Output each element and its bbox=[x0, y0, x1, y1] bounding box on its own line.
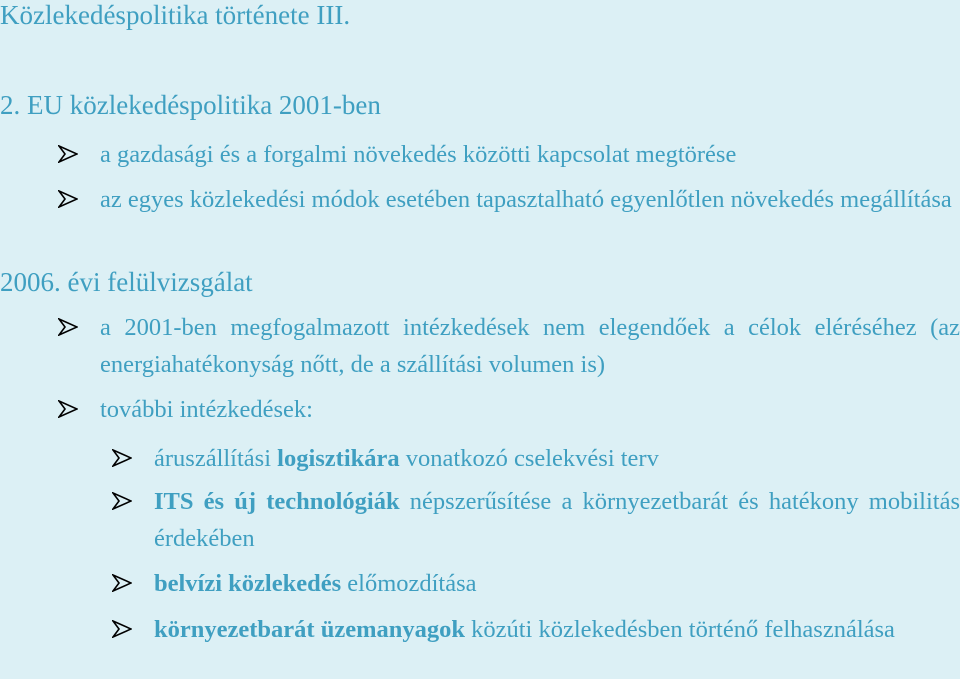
emphasis: logisztikára bbox=[277, 445, 400, 472]
bullet-item bbox=[58, 309, 960, 383]
sub-bullet-item bbox=[112, 611, 960, 648]
slide-title: Közlekedéspolitika története III. bbox=[0, 0, 351, 30]
bullet-item bbox=[58, 391, 960, 428]
arrowhead-bullet-icon bbox=[58, 136, 82, 173]
section-heading-2006-review: 2006. évi felülvizsgálat bbox=[0, 267, 253, 297]
bullet-text: a 2001-ben megfogalmazott intézkedések nem elegendőek a célok eléréséhez (az energiahatékonyság nőtt, de a szállítási volumen is) bbox=[100, 314, 960, 378]
bullet-text: az egyes közlekedési módok esetében tapasztalható egyenlőtlen növekedés megállítása bbox=[100, 186, 952, 213]
arrowhead-bullet-icon bbox=[112, 611, 136, 648]
sub-bullet-text: belvízi közlekedés előmozdítása bbox=[154, 570, 477, 597]
bullet-text: a gazdasági és a forgalmi növekedés közötti kapcsolat megtörése bbox=[100, 141, 737, 168]
bullet-text: további intézkedések: bbox=[100, 396, 313, 423]
sub-bullet-item bbox=[112, 440, 960, 477]
bullet-item bbox=[58, 136, 960, 173]
arrowhead-bullet-icon bbox=[58, 391, 82, 428]
emphasis: ITS és új technológiák bbox=[154, 488, 400, 515]
bullet-item bbox=[58, 181, 960, 218]
sub-bullet-text: áruszállítási logisztikára vonatkozó cselekvési terv bbox=[154, 445, 659, 472]
sub-bullet-text: környezetbarát üzemanyagok közúti közlekedésben történő felhasználása bbox=[154, 616, 895, 643]
arrowhead-bullet-icon bbox=[112, 483, 136, 520]
emphasis: belvízi közlekedés bbox=[154, 570, 342, 597]
sub-bullet-text: ITS és új technológiák népszerűsítése a környezetbarát és hatékony mobilitás érdekében bbox=[154, 488, 960, 552]
sub-bullet-item bbox=[112, 565, 960, 602]
arrowhead-bullet-icon bbox=[58, 309, 82, 346]
section-heading-eu-2001: 2. EU közlekedéspolitika 2001-ben bbox=[0, 90, 381, 120]
arrowhead-bullet-icon bbox=[112, 440, 136, 477]
emphasis: környezetbarát üzemanyagok bbox=[154, 616, 465, 643]
arrowhead-bullet-icon bbox=[112, 565, 136, 602]
arrowhead-bullet-icon bbox=[58, 181, 82, 218]
sub-bullet-item bbox=[112, 483, 960, 557]
